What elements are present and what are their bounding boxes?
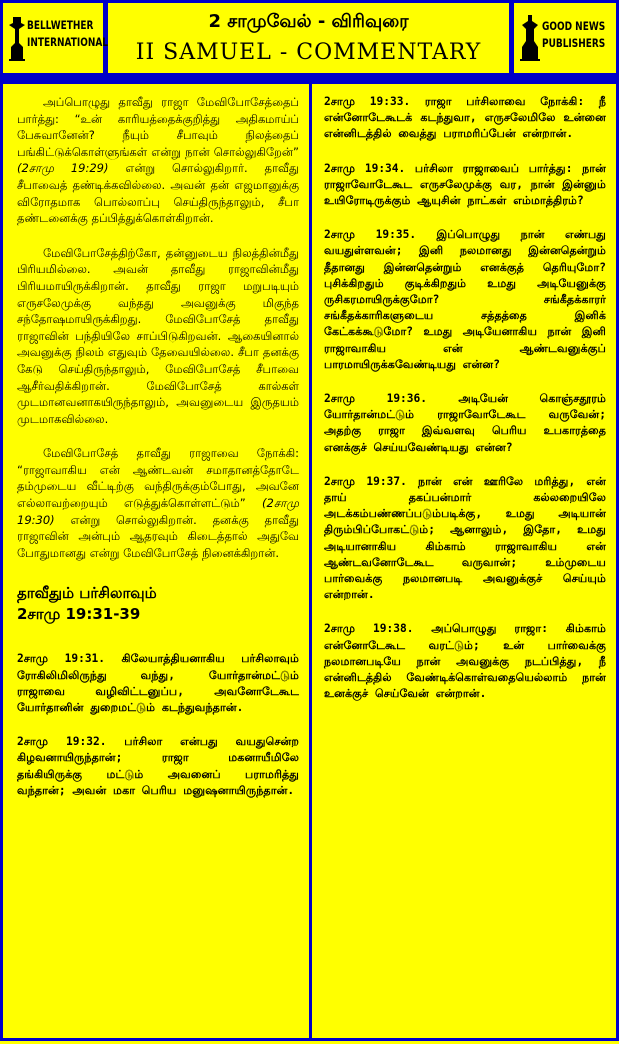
verse-text: 2சாமு 19:34. பர்சிலா ராஜாவைப் பார்த்து: நான் ராஜாவோடேகூட எருசலேமுக்கு வர, நான் இன்னும் உயிரோடிருக்கும் ஆயுசின் நாட்கள் எம்மாத்திரம்? (324, 161, 606, 208)
logo-right-line2: PUBLISHERS (542, 36, 606, 50)
section-reference: 2சாமு 19:31-39 (17, 605, 141, 624)
good-news-logo (514, 3, 616, 73)
right-column (309, 81, 619, 1041)
scripture-ref: (2சாமு 19:29) (17, 161, 109, 176)
verse-ref: 2சாமு 19:35. (324, 228, 417, 242)
verse-text: 2சாமு 19:32. பர்சிலா என்பது வயதுசென்ற கிழவனாயிருந்தான்; ராஜா மகனாயீமிலே தங்கியிருக்கு மட்டும் அவனைப் பராமரித்து வந்தான்; அவன் மகா பெரிய மனுஷனாயிருந்தான். (17, 735, 299, 797)
verse-text: 2சாமு 19:35. இப்பொழுது நான் எண்பது வயதுள்ளவன்; இனி நலமானது இன்னதென்றும் தீதானது இன்னதென்றும் எனக்குத் தெரியுமோ? புசிக்கிறதும் குடிக்கிறதும் உமது அடியேனுக்கு ருசிகரமாயிருக்குமோ? சங்கீதக்காரர் சங்கீதக்காரிகளுடைய சத்தத்தை இனிக் கேட்கக்கூடுமோ? உமது அடியேனாகிய நான் இனி ராஜாவாகிய என் ஆண்டவனுக்குப் பாரமாயிருக்கவேண்டியது என்ன? (324, 228, 606, 371)
verse-ref: 2சாமு 19:34. (324, 161, 406, 175)
bellwether-logo (3, 3, 108, 73)
verse-text: 2சாமு 19:31. கிலேயாத்தியனாகிய பர்சிலாவும் ரோகிலிமிலிருந்து வந்து, யோர்தான்மட்டும் ராஜாவை வழிவிட்டனுப்ப, அவனோடேகூட யோர்தானின் துறைமட்டும் கடந்துவந்தான். (17, 652, 299, 715)
verse-ref: 2சாமு 19:33. (324, 95, 411, 108)
title-english: II SAMUEL - COMMENTARY (135, 40, 482, 65)
verse-text: 2சாமு 19:37. நான் என் ஊரிலே மரித்து, என் தாய் தகப்பன்மார் கல்லறையிலே அடக்கம்பண்ணப்படும்படிக்கு, உமது அடியான் திரும்பிப்போகட்டும்; ஆனாலும், இதோ, உமது அடியானாகிய கிம்காம் ராஜாவாகிய என் ஆண்டவனோடேகூட வருவான்; உம்முடைய பார்வைக்கு நலமானபடி அவனுக்குச் செய்யும் என்றான். (324, 474, 606, 602)
section-heading (17, 583, 299, 625)
verse-ref: 2சாமு 19:36. (324, 392, 427, 406)
commentary-paragraph: மேவிபோசேத் தாவீது ராஜாவை நோக்கி: “ராஜாவாகிய என் ஆண்டவன் சமாதானத்தோடே தம்முடைய வீட்டிற்கு வந்திருக்கும்போது, அவனே எல்லாவற்றையும் எடுத்துக்கொள்ளட்டும்” (2சாமு 19:30) என்று சொல்லுகிறான். தனக்கு தாவீது ராஜாவின் அன்பும் ஆதரவும் கிடைத்தால் அதுவே போதுமானது என்று மேவிபோசேத் நினைக்கிறான். (17, 446, 299, 560)
left-column (0, 81, 312, 1041)
logo-right-text (542, 18, 605, 52)
verse-ref: 2சாமு 19:37. (324, 474, 407, 488)
verse-text: 2சாமு 19:36. அடியேன் கொஞ்சதூரம் யோர்தான்மட்டும் ராஜாவோடேகூட வருவேன்; அதற்கு ராஜா இவ்வளவு பெரிய உபகாரத்தை எனக்குச் செய்யவேண்டியது என்ன? (324, 392, 606, 454)
verse-text: 2சாமு 19:33. ராஜா பர்சிலாவை நோக்கி: நீ என்னோடேகூடக் கடந்துவா, எருசலேமிலே உன்னை என்னிடத்தில் வைத்து பராமரிப்பேன் என்றான். (324, 95, 606, 141)
scripture-ref: (2சாமு 19:30) (17, 496, 299, 527)
lamp-icon (518, 13, 542, 63)
logo-left-line2: INTERNATIONAL (27, 35, 108, 49)
commentary-paragraph: அப்பொழுது தாவீது ராஜா மேவிபோசேத்தைப் பார்த்து: “உன் காரியத்தைக்குறித்து அதிகமாய்ப் பேசுவானேன்? நீயும் சீபாவும் நிலத்தைப் பங்கிட்டுக்கொள்ளுங்கள் என்று நான் சொல்லுகிறேன்” (2சாமு 19:29) என்று சொல்லுகிறார். தாவீது சீபாவைத் தண்டிக்கவில்லை. அவன் தன் எஜமானுக்கு விரோதமாக பொல்லாப்பு செய்திருந்தாலும், சீபா தண்டனைக்கு தப்பித்துக்கொள்கிறான். (17, 95, 299, 226)
header-bar (0, 0, 619, 78)
title-box (108, 3, 509, 73)
verse-text: 2சாமு 19:38. அப்பொழுது ராஜா: கிம்காம் என்னோடேகூட வரட்டும்; உன் பார்வைக்கு நலமானபடியே நான் அவனுக்கு நடப்பித்து, நீ என்னிடத்தில் வேண்டிக்கொள்வதையெல்லாம் நான் உனக்குச் செய்வேன் என்றான். (324, 622, 606, 701)
verse-ref: 2சாமு 19:38. (324, 622, 414, 636)
logo-left-line1: BELLWETHER (27, 18, 94, 32)
section-title: தாவீதும் பர்சிலாவும் (17, 584, 157, 603)
verse-ref: 2சாமு 19:32. (17, 735, 107, 749)
commentary-paragraph: மேவிபோசேத்திற்கோ, தன்னுடைய நிலத்தின்மீது பிரியமில்லை. அவன் தாவீது ராஜாவின்மீது பிரியமாயிருக்கிறான். தாவீது ராஜா மறுபடியும் எருசலேமுக்கு வந்தது அவனுக்கு மிகுந்த சந்தோஷமாயிருக்கிறது. மேவிபோசேத் தாவீது ராஜாவின் பந்தியிலே சாப்பிடுகிறவன். ஆகையினால் அவனுக்கு நிலம் எதுவும் தேவையில்லை. சீபா தனக்கு கேடு செய்திருந்தாலும், மேவிபோசேத் சீபாவை ஆசீர்வதிக்கிறான். மேவிபோசேத் கால்கள் முடமானவனாகயிருந்தாலும், அவனுடைய இருதயம் முடமாகவில்லை. (17, 245, 299, 426)
title-tamil: 2 சாமுவேல் - விரிவுரை (208, 11, 409, 32)
logo-right-line1: GOOD NEWS (542, 19, 606, 33)
ram-icon (7, 13, 27, 63)
logo-left-text (27, 17, 108, 51)
verse-ref: 2சாமு 19:31. (17, 652, 106, 666)
